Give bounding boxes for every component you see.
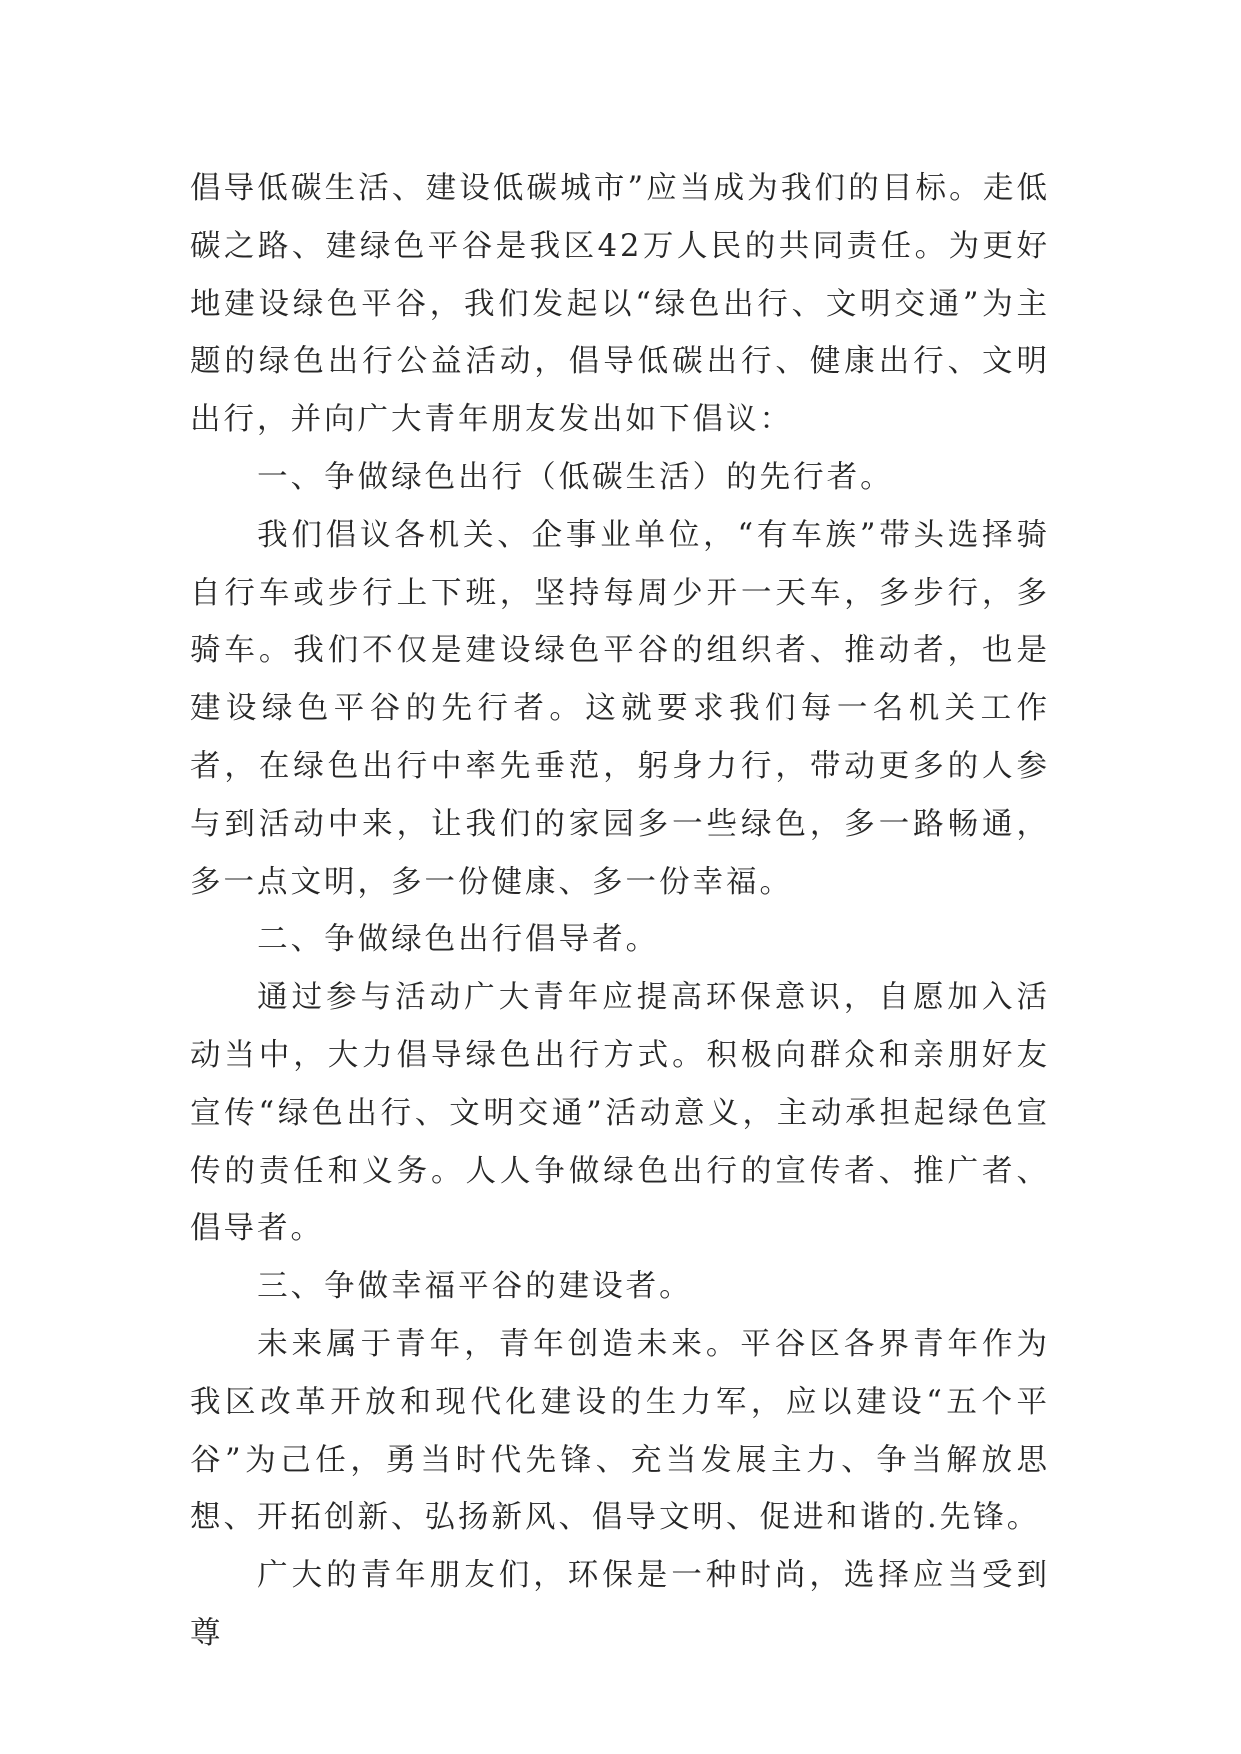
document-body (190, 160, 1050, 1663)
heading-item-2: 二、争做绿色出行倡导者。 (257, 922, 660, 958)
paragraph-item-3: 未来属于青年，青年创造未来。平谷区各界青年作为我区改革开放和现代化建设的生力军，应以建设“五个平谷”为己任，勇当时代先锋、充当发展主力、争当解放思想、开拓创新、弘扬新风、倡导文明、促进和谐的.先锋。 (190, 1326, 1050, 1536)
paragraph-intro: 倡导低碳生活、建设低碳城市”应当成为我们的目标。走低碳之路、建绿色平谷是我区42万人民的共同责任。为更好地建设绿色平谷，我们发起以“绿色出行、文明交通”为主题的绿色出行公益活动，倡导低碳出行、健康出行、文明出行，并向广大青年朋友发出如下倡议： (190, 171, 1050, 438)
heading-item-1: 一、争做绿色出行（低碳生活）的先行者。 (257, 459, 894, 495)
paragraph-item-1: 我们倡议各机关、企事业单位，“有车族”带头选择骑自行车或步行上下班，坚持每周少开一天车，多步行，多骑车。我们不仅是建设绿色平谷的组织者、推动者，也是建设绿色平谷的先行者。这就要求我们每一名机关工作者，在绿色出行中率先垂范，躬身力行，带动更多的人参与到活动中来，让我们的家园多一些绿色，多一路畅通，多一点文明，多一份健康、多一份幸福。 (190, 517, 1050, 900)
paragraph-item-2: 通过参与活动广大青年应提高环保意识，自愿加入活动当中，大力倡导绿色出行方式。积极向群众和亲朋好友宣传“绿色出行、文明交通”活动意义，主动承担起绿色宣传的责任和义务。人人争做绿色出行的宣传者、推广者、倡导者。 (190, 980, 1050, 1247)
heading-item-3: 三、争做幸福平谷的建设者。 (257, 1269, 693, 1305)
paragraph-closing: 广大的青年朋友们，环保是一种时尚，选择应当受到尊 (190, 1558, 1050, 1651)
